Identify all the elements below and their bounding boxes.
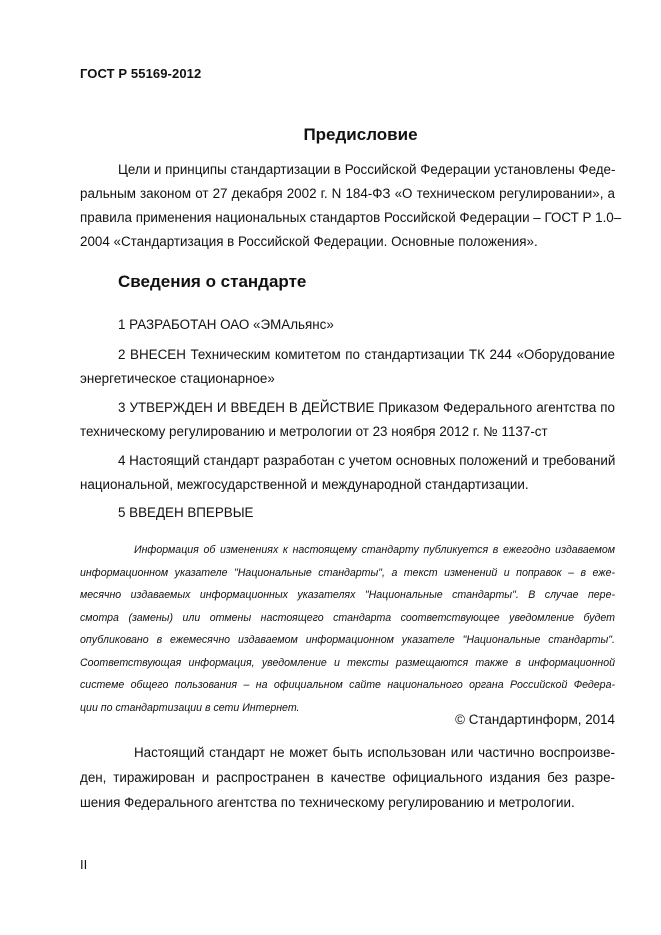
preface-paragraph — [80, 158, 622, 254]
preface-line: 2004 «Стандартизация в Российской Федерации. Основные положения». — [80, 234, 538, 249]
document-code: ГОСТ Р 55169-2012 — [80, 66, 202, 81]
note-line: Соответствующая информация, уведомление и тексты размещаются также в информационной — [80, 656, 615, 669]
preface-line: правила применения национальных стандартов Российской Федерации – ГОСТ Р 1.0– — [80, 210, 622, 225]
note-line: смотра (замены) или отмены настоящего стандарта соответствующее уведомление будет — [80, 611, 615, 624]
notice-line: Настоящий стандарт не может быть использован или частично воспроизве- — [134, 745, 615, 760]
page-number: II — [80, 857, 88, 872]
notice-line: ден, тиражирован и распространен в качестве официального издания без разре- — [80, 770, 615, 785]
item-line: техническому регулированию и метрологии от 23 ноября 2012 г. № 1137-ст — [80, 424, 548, 439]
item-line: национальной, межгосударственной и международной стандартизации. — [80, 477, 529, 492]
standard-info-item-1 — [80, 313, 615, 337]
note-line: месячно издаваемых информационных указателях "Национальные стандарты". В случае пере- — [80, 589, 615, 601]
item-line: 1 РАЗРАБОТАН ОАО «ЭМАльянс» — [118, 317, 334, 332]
note-line: системе общего пользования – на официальном сайте национального органа Российской Федера- — [80, 679, 615, 691]
note-line: Информация об изменениях к настоящему стандарту публикуется в ежегодно издаваемом — [134, 544, 615, 556]
standard-info-item-5 — [80, 501, 615, 525]
preface-line: Цели и принципы стандартизации в Российской Федерации установлены Феде- — [118, 162, 616, 177]
copyright-notice: © Стандартинформ, 2014 — [455, 712, 615, 727]
item-line: 4 Настоящий стандарт разработан с учетом основных положений и требований — [118, 453, 616, 468]
note-line: ции по стандартизации в сети Интернет. — [80, 701, 300, 714]
standard-info-item-3 — [80, 396, 615, 444]
amendments-note — [80, 539, 615, 719]
standard-info-item-2 — [80, 343, 615, 391]
notice-line: шения Федерального агентства по техническому регулированию и метрологии. — [80, 795, 575, 810]
item-line: энергетическое стационарное» — [80, 371, 275, 386]
note-line: информационном указателе "Национальные стандарты", а текст изменений и поправок – в еже- — [80, 566, 615, 579]
preface-title: Предисловие — [303, 125, 418, 144]
item-line: 5 ВВЕДЕН ВПЕРВЫЕ — [118, 505, 254, 520]
standard-info-item-4 — [80, 449, 615, 497]
item-line: 2 ВНЕСЕН Техническим комитетом по стандартизации ТК 244 «Оборудование — [118, 347, 615, 362]
item-line: 3 УТВЕРЖДЕН И ВВЕДЕН В ДЕЙСТВИЕ Приказом Федерального агентства по — [118, 400, 615, 415]
preface-line: ральным законом от 27 декабря 2002 г. N 184-ФЗ «О техническом регулировании», а — [80, 186, 615, 201]
note-line: опубликовано в ежемесячно издаваемом информационном указателе "Национальные стандарты". — [80, 634, 615, 646]
standard-info-title: Сведения о стандарте — [118, 272, 307, 291]
reproduction-notice — [80, 740, 615, 815]
